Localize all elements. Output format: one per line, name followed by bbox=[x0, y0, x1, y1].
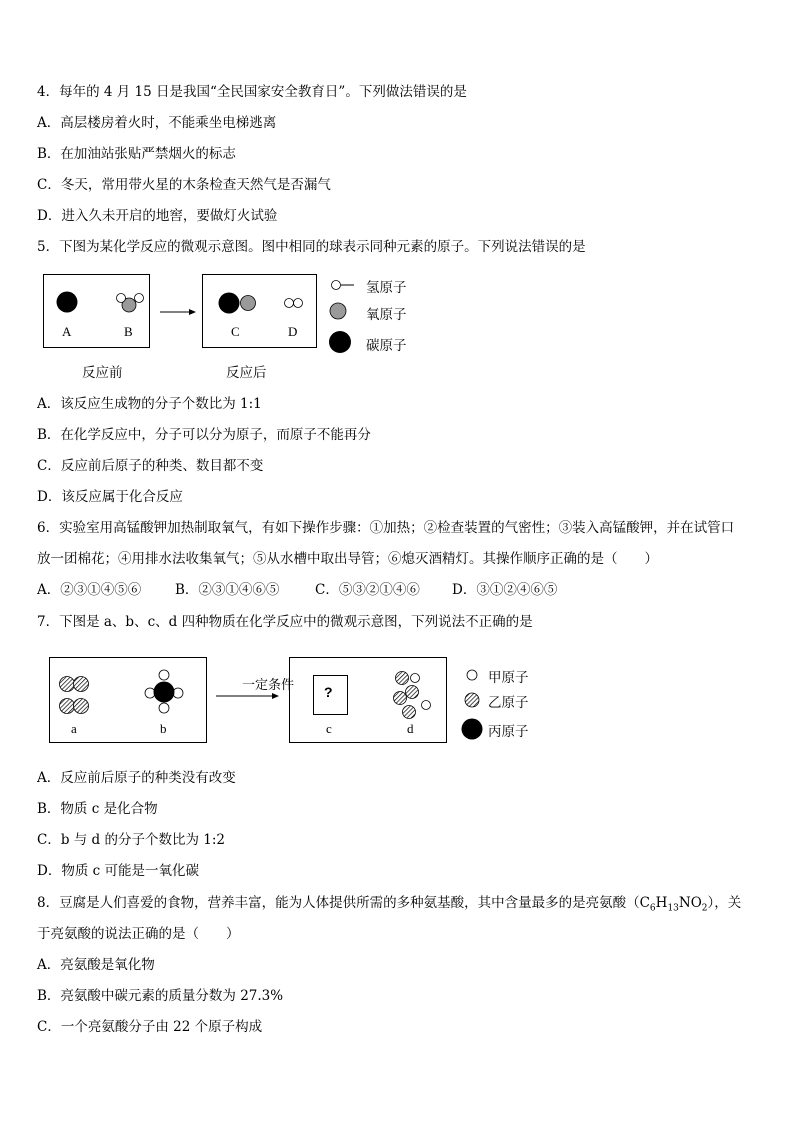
jia-atom-icon bbox=[159, 670, 169, 680]
q7-stem: 7．下图是 a、b、c、d 四种物质在化学反应中的微观示意图，下列说法不正确的是 bbox=[37, 614, 533, 630]
legend-oxygen: 氧原子 bbox=[366, 307, 407, 323]
q5-option-b: B．在化学反应中，分子可以分为原子，而原子不能再分 bbox=[37, 427, 371, 443]
bing-legend-icon bbox=[462, 719, 483, 740]
q4-option-d: D．进入久未开启的地窖，要做灯火试验 bbox=[37, 208, 278, 224]
q8-option-a: A．亮氨酸是氧化物 bbox=[37, 957, 155, 973]
q7-option-b: B．物质 c 是化合物 bbox=[37, 801, 158, 817]
q6-stem-line1: 6．实验室用高锰酸钾加热制取氧气，有如下操作步骤：①加热；②检查装置的气密性；③装入高锰酸钾，并在试管口 bbox=[37, 520, 735, 536]
label-c: C bbox=[231, 324, 240, 339]
label-d: D bbox=[288, 324, 298, 339]
label-a: a bbox=[71, 721, 77, 736]
unknown-mark: ? bbox=[324, 684, 333, 700]
label-a: A bbox=[62, 324, 72, 339]
yi-atom-icon bbox=[74, 677, 89, 692]
condition-label: 一定条件 bbox=[242, 678, 295, 693]
legend-hydrogen: 氢原子 bbox=[366, 280, 407, 296]
legend-yi: 乙原子 bbox=[488, 695, 529, 711]
q5-stem: 5．下图为某化学反应的微观示意图。图中相同的球表示同种元素的原子。下列说法错误的是 bbox=[37, 239, 586, 255]
jia-legend-icon bbox=[467, 670, 477, 680]
q4-stem: 4．每年的 4 月 15 日是我国“全民国家安全教育日”。下列做法错误的是 bbox=[37, 84, 467, 100]
yi-atom-icon bbox=[396, 672, 409, 685]
q6-option-d: D．③①②④⑥⑤ bbox=[452, 582, 558, 598]
yi-legend-icon bbox=[465, 693, 479, 707]
yi-atom-icon bbox=[406, 686, 419, 699]
jia-atom-icon bbox=[173, 688, 183, 698]
q7-option-a: A．反应前后原子的种类没有改变 bbox=[37, 770, 236, 786]
q5-option-d: D．该反应属于化合反应 bbox=[37, 489, 183, 505]
yi-atom-icon bbox=[403, 706, 416, 719]
q7-option-c: C．b 与 d 的分子个数比为 1:2 bbox=[37, 832, 226, 848]
jia-atom-icon bbox=[159, 703, 169, 713]
q8-stem-line2: 于亮氨酸的说法正确的是（ ） bbox=[37, 926, 240, 942]
q7-option-d: D．物质 c 可能是一氧化碳 bbox=[37, 863, 199, 879]
q6-option-a: A．②③①④⑤⑥ bbox=[37, 582, 142, 598]
label-b: B bbox=[124, 324, 133, 339]
label-c: c bbox=[326, 721, 332, 736]
caption-before: 反应前 bbox=[82, 365, 123, 381]
yi-atom-icon bbox=[60, 677, 75, 692]
caption-after: 反应后 bbox=[226, 365, 267, 381]
yi-atom-icon bbox=[394, 692, 407, 705]
q6-stem-line2: 放一团棉花；④用排水法收集氧气；⑤从水槽中取出导管；⑥熄灭酒精灯。其操作顺序正确的是（ ） bbox=[37, 551, 658, 567]
jia-atom-icon bbox=[422, 701, 431, 710]
legend-jia: 甲原子 bbox=[488, 670, 529, 686]
q4-option-a: A．高层楼房着火时，不能乘坐电梯逃离 bbox=[37, 115, 277, 131]
bing-atom-icon bbox=[154, 682, 175, 703]
yi-atom-icon bbox=[74, 699, 89, 714]
label-d: d bbox=[407, 721, 414, 736]
q6-option-b: B．②③①④⑥⑤ bbox=[175, 582, 280, 598]
q8-stem-line1: 8．豆腐是人们喜爱的食物，营养丰富，能为人体提供所需的多种氨基酸，其中含量最多的是亮氨酸$(C_6H_{13}NO_2)$，关 bbox=[37, 895, 742, 914]
q8-option-b: B．亮氨酸中碳元素的质量分数为 27.3% bbox=[37, 988, 284, 1004]
q5-option-c: C．反应前后原子的种类、数目都不变 bbox=[37, 458, 264, 474]
jia-atom-icon bbox=[411, 674, 420, 683]
q5-option-a: A．该反应生成物的分子个数比为 1:1 bbox=[37, 396, 262, 412]
q4-option-c: C．冬天，常用带火星的木条检查天然气是否漏气 bbox=[37, 177, 331, 193]
legend-carbon: 碳原子 bbox=[366, 338, 407, 354]
q4-option-b: B．在加油站张贴严禁烟火的标志 bbox=[37, 146, 236, 162]
q8-option-c: C．一个亮氨酸分子由 22 个原子构成 bbox=[37, 1019, 263, 1035]
q6-option-c: C．⑤③②①④⑥ bbox=[315, 582, 420, 598]
legend-bing: 丙原子 bbox=[488, 724, 529, 740]
yi-atom-icon bbox=[60, 699, 75, 714]
label-b: b bbox=[160, 721, 167, 736]
jia-atom-icon bbox=[145, 688, 155, 698]
